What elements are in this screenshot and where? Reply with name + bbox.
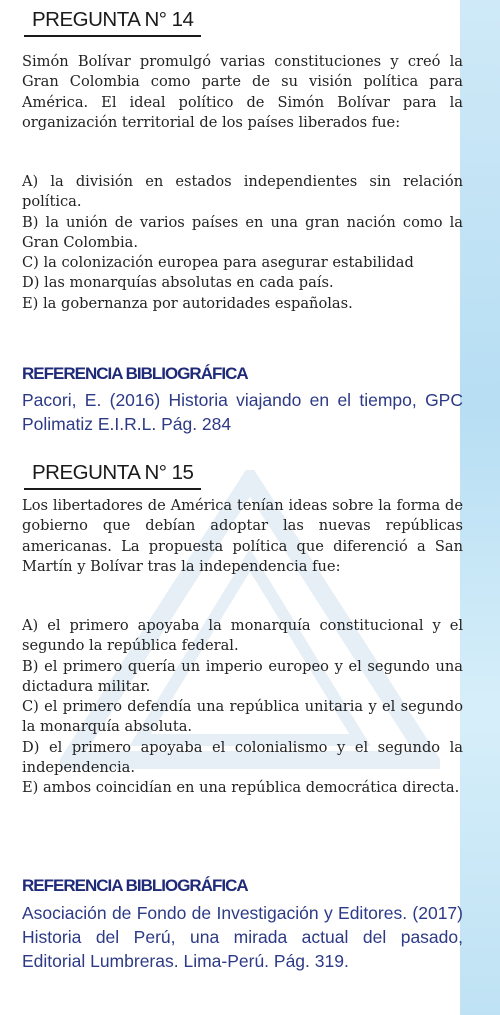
question-15-reference-title: REFERENCIA BIBLIOGRÁFICA xyxy=(22,876,248,895)
question-15-option-e: E) ambos coincidían en una república democrática directa. xyxy=(22,779,460,797)
question-15-title: PREGUNTA N° 15 xyxy=(24,461,201,490)
decorative-side-band xyxy=(460,0,500,1015)
question-14-option-e: E) la gobernanza por autoridades españolas. xyxy=(22,294,353,312)
question-15-reference-text: Asociación de Fondo de Investigación y Editores. (2017) Historia del Perú, una mirada actual del pasado, Editorial Lumbreras. Lima-Perú. Pág. 319. xyxy=(22,903,463,971)
question-15-option-a: A) el primero apoyaba la monarquía constitucional y el segundo la república federal. xyxy=(22,617,463,655)
question-15-option-c: C) el primero defendía una república unitaria y el segundo la monarquía absoluta. xyxy=(22,698,463,736)
question-15-option-b: B) el primero quería un imperio europeo y el segundo una dictadura militar. xyxy=(22,657,463,695)
question-15-option-d: D) el primero apoyaba el colonialismo y el segundo la independencia. xyxy=(22,738,463,777)
question-14-reference-title: REFERENCIA BIBLIOGRÁFICA xyxy=(22,364,248,383)
question-14-options xyxy=(22,172,463,314)
question-14-option-a: A) la división en estados independientes sin relación política. xyxy=(22,173,463,211)
question-14-title: PREGUNTA N° 14 xyxy=(24,8,201,37)
question-15-stem: Los libertadores de América tenían ideas sobre la forma de gobierno que debían adoptar las nuevas repúblicas americanas. La propuesta política que diferenció a San Martín y Bolívar tras la independencia fue: xyxy=(22,497,463,575)
question-14-option-d: D) las monarquías absolutas en cada país. xyxy=(22,274,334,292)
question-15-options xyxy=(22,616,463,799)
question-14-reference-text: Pacori, E. (2016) Historia viajando en el tiempo, GPC Polimatiz E.I.R.L. Pág. 284 xyxy=(22,390,463,434)
question-14-option-b: B) la unión de varios países en una gran nación como la Gran Colombia. xyxy=(22,213,463,251)
question-14-option-c: C) la colonización europea para asegurar estabilidad xyxy=(22,254,414,272)
question-14-stem: Simón Bolívar promulgó varias constituciones y creó la Gran Colombia como parte de su visión política para América. El ideal político de Simón Bolívar para la organización territorial de los países liberados fue: xyxy=(22,53,463,131)
